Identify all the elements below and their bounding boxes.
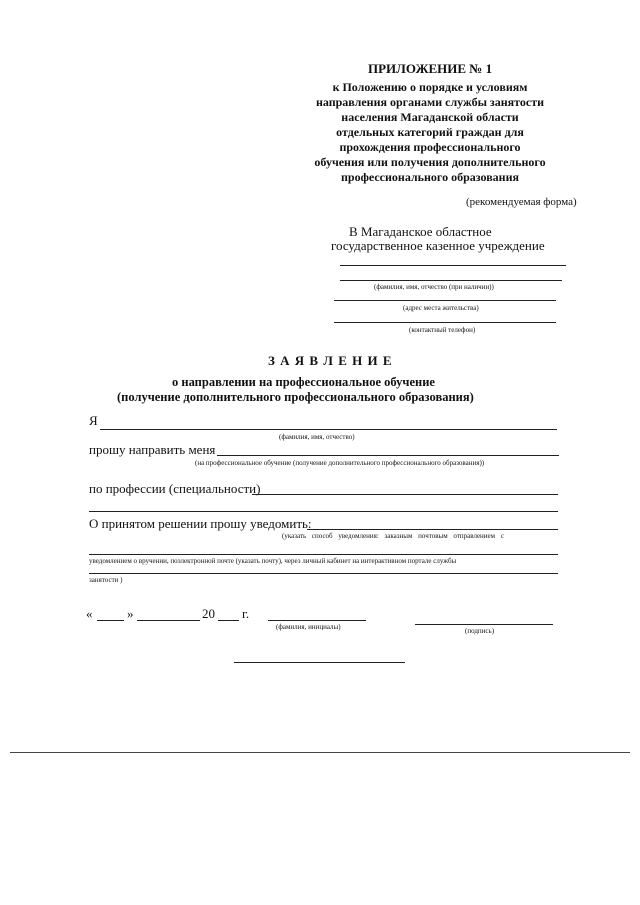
recipient-blank-2[interactable]	[340, 280, 562, 281]
notify-blank-2[interactable]	[89, 554, 558, 555]
statement-title: З А Я В Л Е Н И Е	[268, 353, 393, 368]
appendix-line: населения Магаданской области	[341, 110, 519, 124]
caption-notify-2: уведомлением о вручении, поэлектронной почте (указать почту), через личный кабинет на интерактивном портале службы	[89, 557, 457, 565]
date-open-quote: «	[86, 606, 93, 621]
appendix-line: прохождения профессионального	[339, 140, 521, 154]
profession-blank-2[interactable]	[89, 511, 558, 512]
date-year-prefix: 20	[202, 606, 215, 621]
caption-address: (адрес места жительства)	[403, 304, 479, 312]
name-initials-blank[interactable]	[268, 620, 366, 621]
appendix-line: к Положению о порядке и условиям	[332, 80, 528, 94]
bottom-blank[interactable]	[234, 662, 405, 663]
caption-notify-1: (указать способ уведомления: заказным почтовым отправлением с	[282, 532, 504, 540]
date-close-quote: »	[127, 606, 134, 621]
appendix-description	[270, 80, 590, 185]
notify-blank-3[interactable]	[89, 573, 558, 574]
caption-phone: (контактный телефон)	[409, 326, 476, 334]
label-request: прошу направить меня	[89, 442, 216, 457]
page-divider	[10, 752, 630, 753]
address-blank[interactable]	[334, 300, 556, 301]
appendix-line: направления органами службы занятости	[315, 95, 545, 109]
caption-recipient-name: (фамилия, имя, отчество (при наличии))	[374, 283, 494, 291]
recipient-line-2: государственное казенное учреждение	[331, 238, 545, 253]
caption-fio: (фамилия, имя, отчество)	[279, 433, 355, 441]
statement-subtitle-2: (получение дополнительного профессионального образования)	[117, 390, 474, 404]
date-year-suffix: г.	[242, 606, 250, 621]
signature-blank[interactable]	[415, 624, 553, 625]
statement-subtitle-1: о направлении на профессиональное обучение	[172, 375, 435, 389]
label-ya: Я	[89, 413, 98, 428]
form-note: (рекомендуемая форма)	[466, 196, 577, 208]
recipient-line-1: В Магаданское областное	[349, 224, 492, 239]
notify-blank-1[interactable]	[307, 529, 558, 530]
caption-request: (на профессиональное обучение (получение дополнительного профессионального образования))	[195, 459, 485, 467]
appendix-title: ПРИЛОЖЕНИЕ № 1	[368, 61, 493, 76]
fio-blank[interactable]	[100, 429, 557, 430]
caption-signature: (подпись)	[465, 627, 495, 635]
date-year-blank[interactable]	[218, 620, 239, 621]
caption-name-initials: (фамилия, инициалы)	[276, 623, 341, 631]
appendix-line: отдельных категорий граждан для	[336, 125, 524, 139]
phone-blank[interactable]	[334, 322, 556, 323]
date-day-blank[interactable]	[97, 620, 124, 621]
appendix-line: обучения или получения дополнительного	[314, 155, 546, 169]
appendix-line: профессионального образования	[340, 170, 520, 184]
recipient-blank-1[interactable]	[340, 265, 566, 266]
caption-notify-3: занятости )	[89, 576, 123, 584]
label-notify: О принятом решении прошу уведомить:	[89, 516, 312, 531]
label-profession: по профессии (специальности)	[89, 481, 261, 496]
request-blank[interactable]	[217, 455, 559, 456]
profession-blank-1[interactable]	[252, 494, 558, 495]
date-month-blank[interactable]	[137, 620, 200, 621]
